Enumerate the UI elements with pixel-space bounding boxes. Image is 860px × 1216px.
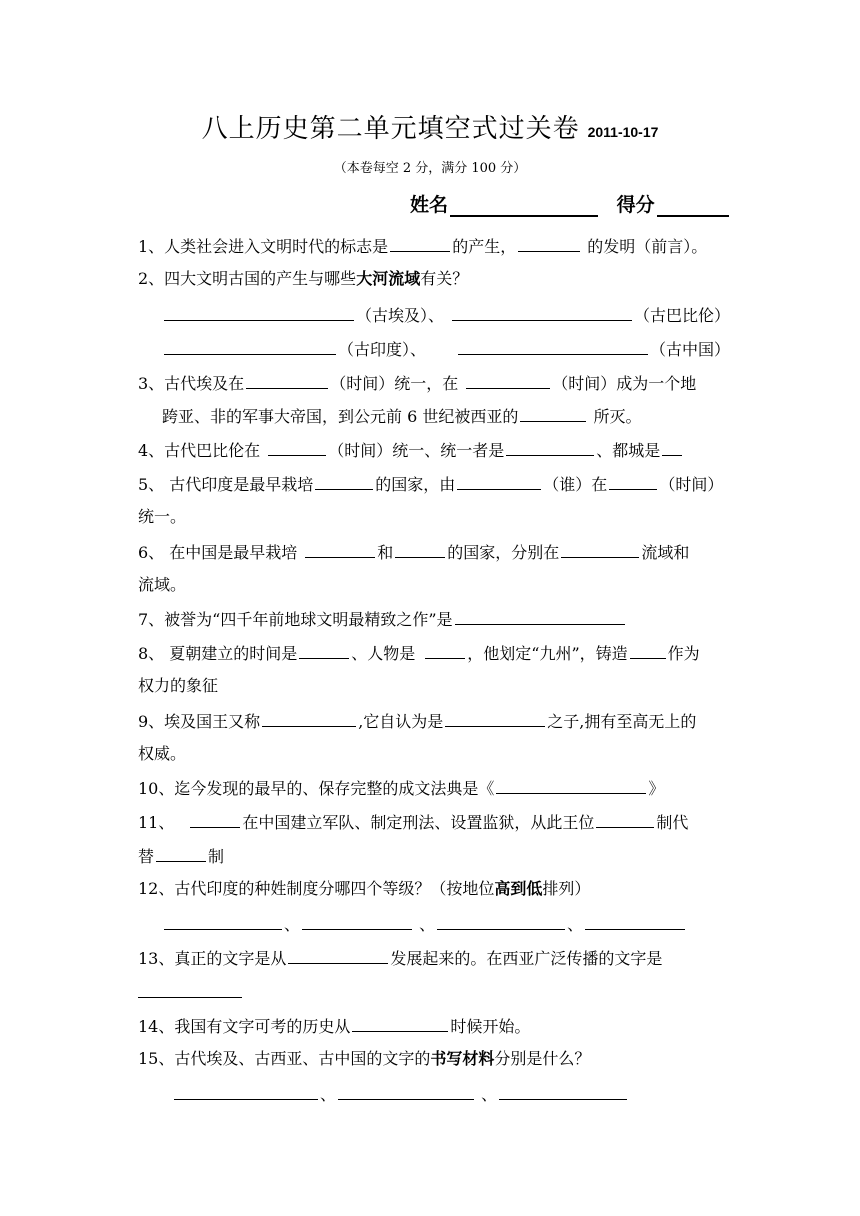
separator: 、 [414,915,436,934]
question-6 [138,540,730,564]
q1-text-a: 1、人类社会进入文明时代的标志是 [138,237,389,256]
separator: 、 [320,1085,337,1104]
question-11-cont [138,844,730,868]
blank[interactable] [262,709,356,727]
question-10 [138,776,730,800]
q14-text-b: 时候开始。 [450,1017,531,1036]
question-13 [138,946,730,970]
q4-text-b: （时间）统一、统一者是 [328,441,505,460]
separator: 、 [476,1085,498,1104]
q15-text-b: 分别是什么？ [494,1049,591,1068]
question-7 [138,607,730,631]
q2-label-china: （古中国） [649,340,730,359]
question-6-cont [138,574,730,596]
question-9-cont [138,743,730,765]
q12-text-a: 12、古代印度的种姓制度分哪四个等级？（按地位 [138,879,495,898]
q2-bold: 大河流域 [356,269,421,288]
question-2-line-2 [162,337,730,361]
question-14 [138,1014,730,1038]
separator: 、 [567,915,584,934]
q12-text-b: 排列） [542,879,591,898]
blank[interactable] [437,912,565,930]
q11-text-d: 替 [138,847,155,866]
q15-bold: 书写材料 [430,1049,495,1068]
blank[interactable] [458,337,648,355]
blank[interactable] [445,709,545,727]
question-12 [138,878,730,900]
question-11 [138,810,730,834]
blank[interactable] [585,912,685,930]
question-15-answers [172,1082,730,1106]
q2-text-a: 2、四大文明古国的产生与哪些 [138,269,357,288]
q10-text-b: 》 [648,779,665,798]
q13-text-a: 13、真正的文字是从 [138,949,287,968]
name-blank[interactable] [450,193,598,217]
q9-text-c: 之子,拥有至高无上的 [547,712,697,731]
q11-text-a: 11、 [138,813,175,832]
q3-text-e: 所灭。 [588,407,642,426]
subtitle: （本卷每空 2 分，满分 100 分） [333,161,527,176]
blank[interactable] [288,946,388,964]
blank[interactable] [609,472,657,490]
question-2 [138,268,730,290]
q3-text-b: （时间）统一，在 [330,374,459,393]
q1-text-b: 的产生， [452,237,517,256]
blank[interactable] [457,472,541,490]
name-score-bar [410,190,731,217]
q6-text-e: 流域。 [138,575,187,594]
blank[interactable] [302,912,412,930]
blank[interactable] [395,540,445,558]
q6-text-d: 流域和 [641,543,690,562]
blank[interactable] [596,810,654,828]
blank[interactable] [268,438,326,456]
blank[interactable] [246,371,328,389]
blank[interactable] [630,641,666,659]
blank[interactable] [174,1082,318,1100]
q11-text-c: 制代 [656,813,689,832]
q8-text-a: 8、 夏朝建立的时间是 [138,644,298,663]
question-5 [138,472,730,496]
q4-text-c: 、都城是 [596,441,661,460]
blank[interactable] [499,1082,627,1100]
q9-text-b: ,它自认为是 [358,712,444,731]
page-title [0,108,860,145]
blank[interactable] [561,540,639,558]
question-15 [138,1048,730,1070]
question-8 [138,641,730,665]
blank[interactable] [352,1014,448,1032]
blank[interactable] [390,234,450,252]
question-4 [138,438,730,462]
q10-text-a: 10、迄今发现的最早的、保存完整的成文法典是《 [138,779,495,798]
title-date: 2011-10-17 [587,124,659,140]
q5-text-e: 统一。 [138,507,187,526]
q8-text-b: 、人物是 [351,644,416,663]
q4-text-a: 4、古代巴比伦在 [138,441,261,460]
q1-text-c: 的发明（前言）。 [582,237,708,256]
blank[interactable] [662,438,682,456]
blank[interactable] [138,980,242,998]
blank[interactable] [520,404,586,422]
question-9 [138,709,730,733]
q9-text-d: 权威。 [138,744,187,763]
blank[interactable] [338,1082,474,1100]
blank[interactable] [466,371,550,389]
q2-text-b: 有关？ [420,269,469,288]
q8-text-e: 权力的象征 [138,676,219,695]
blank[interactable] [190,810,240,828]
q9-text-a: 9、埃及国王又称 [138,712,261,731]
question-13-cont [138,980,730,1004]
q5-text-c: （谁）在 [543,475,608,494]
q12-bold: 高到低 [494,879,543,898]
blank[interactable] [506,438,594,456]
question-12-answers [162,912,730,936]
question-8-cont [138,675,730,697]
blank[interactable] [156,844,206,862]
q2-label-babylon: （古巴比伦） [633,306,730,325]
question-5-cont [138,506,730,528]
question-1 [138,234,730,258]
q14-text-a: 14、我国有文字可考的历史从 [138,1017,351,1036]
q6-text-a: 6、 在中国是最早栽培 [138,543,298,562]
q2-label-egypt: （古埃及）、 [356,306,445,325]
q3-text-c: （时间）成为一个地 [552,374,697,393]
score-blank[interactable] [657,193,729,217]
blank[interactable] [452,303,632,321]
q8-text-d: 作为 [667,644,700,663]
q15-text-a: 15、古代埃及、古西亚、古中国的文字的 [138,1049,431,1068]
q8-text-c: ，他划定“九州”，铸造 [467,644,628,663]
blank[interactable] [496,776,646,794]
name-label: 姓名 [410,194,449,216]
blank[interactable] [305,540,375,558]
blank[interactable] [164,912,282,930]
q3-text-a: 3、古代埃及在 [138,374,245,393]
blank[interactable] [425,641,465,659]
separator: 、 [284,915,301,934]
q5-text-d: （时间） [659,475,724,494]
title-text: 八上历史第二单元填空式过关卷 [201,114,580,144]
blank[interactable] [315,472,373,490]
blank[interactable] [518,234,580,252]
blank[interactable] [164,337,336,355]
q11-text-b: 在中国建立军队、制定刑法、设置监狱，从此王位 [242,813,595,832]
q3-text-d: 跨亚、非的军事大帝国，到公元前 6 世纪被西亚的 [162,407,519,426]
question-3 [138,371,730,395]
question-3-cont [162,404,730,428]
question-2-line-1 [162,303,730,327]
q6-text-c: 的国家，分别在 [447,543,560,562]
q2-label-india: （古印度）、 [338,340,427,359]
blank[interactable] [299,641,349,659]
q7-text-a: 7、被誉为“四千年前地球文明最精致之作”是 [138,610,453,629]
q13-text-b: 发展起来的。在西亚广泛传播的文字是 [390,949,663,968]
q5-text-a: 5、 古代印度是最早栽培 [138,475,314,494]
q11-text-e: 制 [208,847,225,866]
blank[interactable] [455,607,625,625]
score-label: 得分 [616,194,655,216]
q6-text-b: 和 [377,543,394,562]
q5-text-b: 的国家，由 [375,475,456,494]
blank[interactable] [164,303,354,321]
